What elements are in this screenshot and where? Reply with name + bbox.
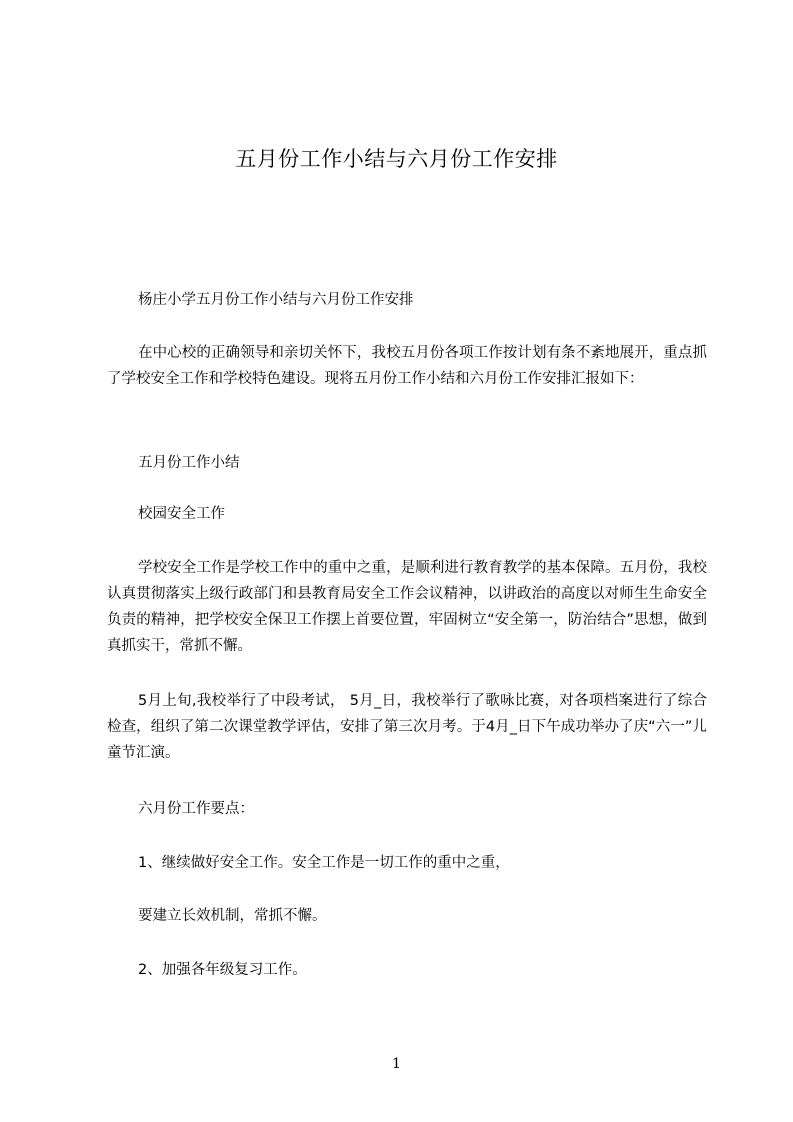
june-item-2: 2、加强各年级复习工作。 <box>138 962 307 978</box>
page-number: 1 <box>392 1056 401 1072</box>
section-heading-safety: 校园安全工作 <box>138 506 225 522</box>
intro-paragraph: 在中心校的正确领导和亲切关怀下，我校五月份各项工作按计划有条不紊地展开，重点抓了学校安全工作和学校特色建设。现将五月份工作小结和六月份工作安排汇报如下： <box>107 345 707 387</box>
safety-paragraph: 学校安全工作是学校工作中的重中之重，是顺利进行教育教学的基本保障。五月份，我校认真贯彻落实上级行政部门和县教育局安全工作会议精神，以讲政治的高度以对师生生命安全负责的精神，把学校安全保卫工作摆上首要位置，牢固树立“安全第一，防治结合”思想，做到真抓实干，常抓不懈。 <box>107 560 707 654</box>
document-subtitle: 杨庄小学五月份工作小结与六月份工作安排 <box>138 292 414 308</box>
events-paragraph: 5月上旬,我校举行了中段考试， 5月_日，我校举行了歌咏比赛，对各项档案进行了综合检查，组织了第二次课堂教学评估，安排了第三次月考。于4月_日下午成功举办了庆“六一”儿童节汇演。 <box>107 693 707 761</box>
document-title: 五月份工作小结与六月份工作安排 <box>235 147 558 171</box>
june-item-1: 1、继续做好安全工作。安全工作是一切工作的重中之重， <box>138 855 510 871</box>
section-heading-summary: 五月份工作小结 <box>138 455 240 471</box>
june-heading: 六月份工作要点： <box>138 801 254 817</box>
june-item-1-continued: 要建立长效机制，常抓不懈。 <box>138 908 327 924</box>
